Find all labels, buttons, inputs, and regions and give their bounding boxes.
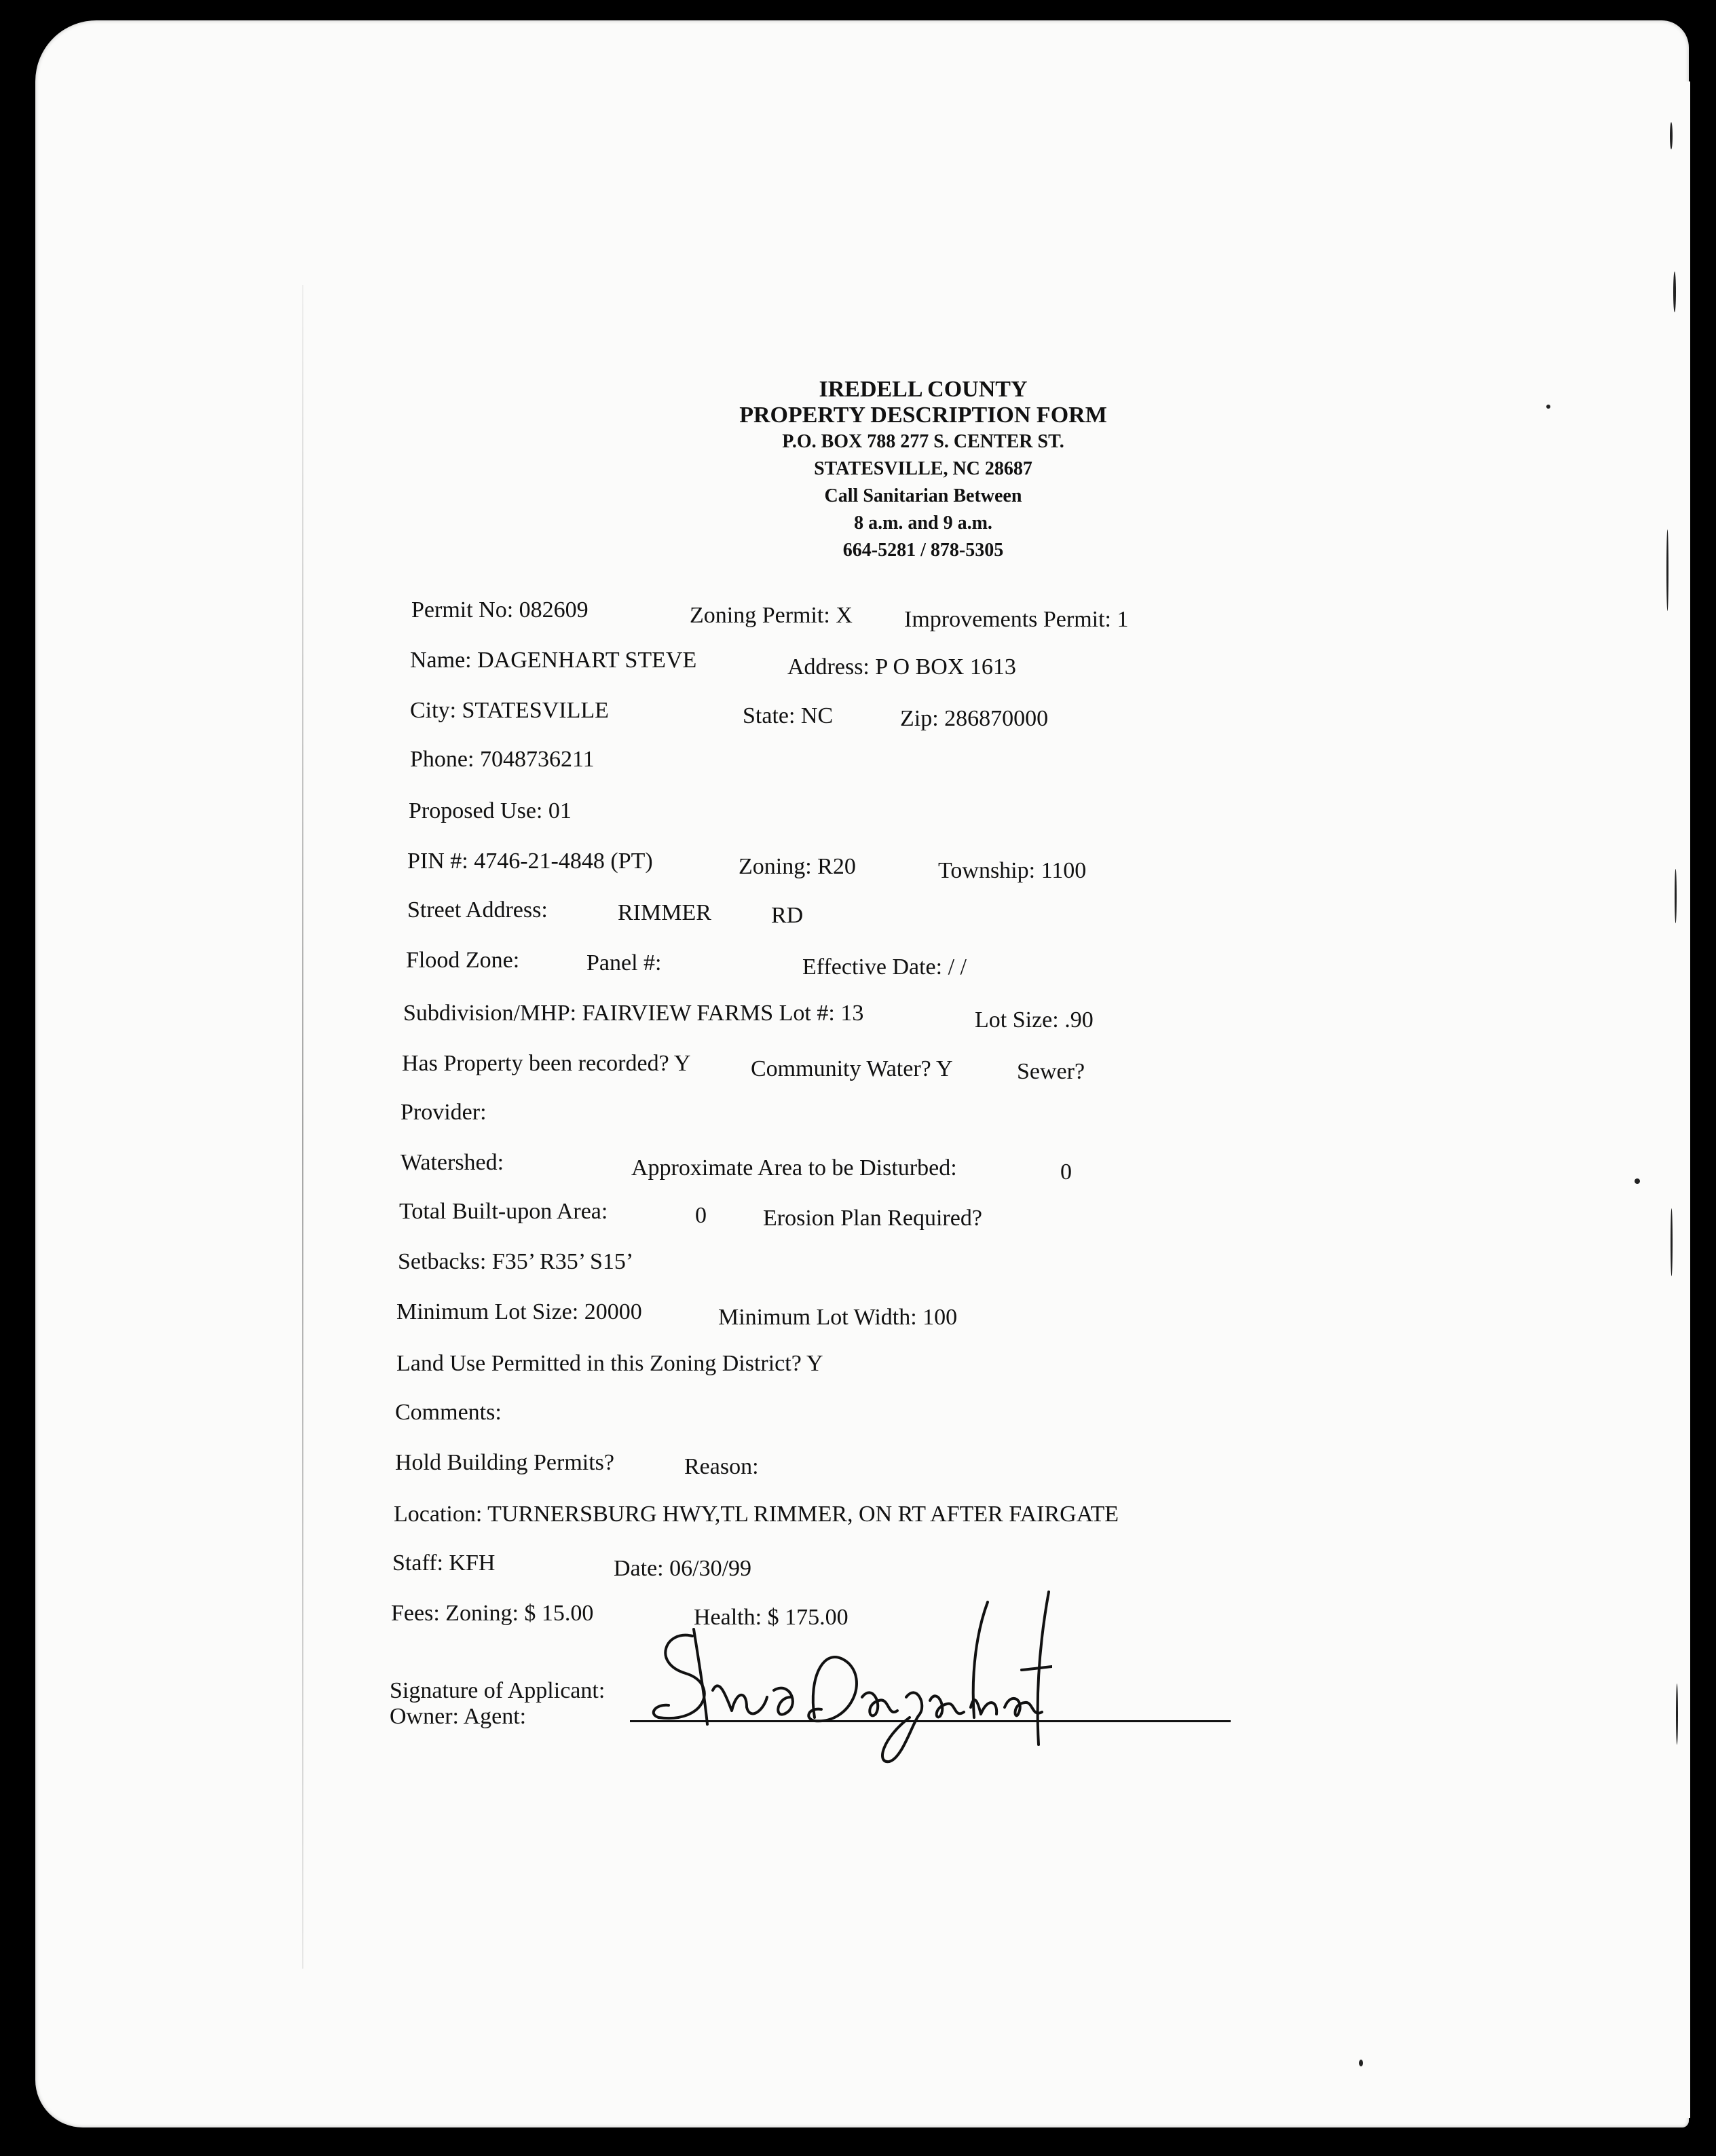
improvements-permit: Improvements Permit: 1 xyxy=(904,607,1129,632)
effective-date: Effective Date: / / xyxy=(802,954,967,980)
signature-label: Signature of Applicant: xyxy=(390,1678,605,1703)
header-hours: 8 a.m. and 9 a.m. xyxy=(854,513,992,534)
applicant-city: City: STATESVILLE xyxy=(410,698,609,723)
dot-mark xyxy=(1359,2060,1363,2066)
fees-health: Health: $ 175.00 xyxy=(694,1605,848,1630)
header-address: P.O. BOX 788 277 S. CENTER ST. xyxy=(782,431,1064,452)
built-upon-value: 0 xyxy=(695,1203,707,1228)
owner-agent: Owner: Agent: xyxy=(390,1704,527,1729)
applicant-phone: Phone: 7048736211 xyxy=(410,747,595,772)
location: Location: TURNERSBURG HWY,TL RIMMER, ON RT AFTER FAIRGATE xyxy=(394,1502,1119,1527)
header-call: Call Sanitarian Between xyxy=(824,485,1022,506)
dot-mark xyxy=(1546,405,1550,409)
proposed-use: Proposed Use: 01 xyxy=(409,798,572,823)
scan-specks xyxy=(1666,122,1687,1955)
area-disturbed-label: Approximate Area to be Disturbed: xyxy=(631,1155,957,1181)
panel-number: Panel #: xyxy=(586,950,662,975)
provider: Provider: xyxy=(400,1100,487,1125)
flood-zone: Flood Zone: xyxy=(406,948,520,973)
minimum-lot-size: Minimum Lot Size: 20000 xyxy=(396,1299,642,1324)
erosion-plan: Erosion Plan Required? xyxy=(763,1206,982,1231)
watershed: Watershed: xyxy=(400,1150,504,1175)
county-title: IREDELL COUNTY xyxy=(819,377,1028,402)
township: Township: 1100 xyxy=(938,858,1087,883)
reason: Reason: xyxy=(684,1454,759,1479)
staff: Staff: KFH xyxy=(392,1550,496,1576)
area-disturbed-value: 0 xyxy=(1060,1159,1072,1185)
fees-zoning: Fees: Zoning: $ 15.00 xyxy=(391,1601,594,1626)
setbacks: Setbacks: F35’ R35’ S15’ xyxy=(398,1249,634,1274)
form-header xyxy=(679,377,1168,564)
built-upon-label: Total Built-upon Area: xyxy=(399,1199,608,1224)
applicant-state: State: NC xyxy=(743,703,834,728)
hold-building-permits: Hold Building Permits? xyxy=(395,1450,614,1475)
header-city: STATESVILLE, NC 28687 xyxy=(814,458,1032,479)
applicant-name: Name: DAGENHART STEVE xyxy=(410,648,697,673)
street-suffix: RD xyxy=(771,903,804,928)
date: Date: 06/30/99 xyxy=(614,1556,752,1581)
lot-size: Lot Size: .90 xyxy=(975,1007,1094,1033)
comments: Comments: xyxy=(395,1400,502,1425)
street-name: RIMMER xyxy=(618,900,711,925)
subdivision-lot: Subdivision/MHP: FAIRVIEW FARMS Lot #: 13 xyxy=(403,1001,864,1026)
applicant-zip: Zip: 286870000 xyxy=(900,706,1049,731)
applicant-address: Address: P O BOX 1613 xyxy=(787,654,1016,680)
street-address-label: Street Address: xyxy=(407,897,548,923)
header-phones: 664-5281 / 878-5305 xyxy=(842,540,1004,561)
dot-mark xyxy=(1635,1178,1640,1184)
permit-no: Permit No: 082609 xyxy=(411,597,589,622)
minimum-lot-width: Minimum Lot Width: 100 xyxy=(718,1305,958,1330)
community-water: Community Water? Y xyxy=(751,1056,953,1081)
sewer: Sewer? xyxy=(1017,1059,1085,1084)
pin-number: PIN #: 4746-21-4848 (PT) xyxy=(407,849,653,874)
property-recorded: Has Property been recorded? Y xyxy=(402,1051,691,1076)
zoning-value: Zoning: R20 xyxy=(739,854,856,879)
land-use-permitted: Land Use Permitted in this Zoning District? Y xyxy=(396,1351,823,1376)
scan-margin-line xyxy=(302,285,303,1969)
zoning-permit: Zoning Permit: X xyxy=(690,603,853,628)
form-title: PROPERTY DESCRIPTION FORM xyxy=(739,403,1107,428)
handwritten-signature xyxy=(645,1588,1052,1772)
